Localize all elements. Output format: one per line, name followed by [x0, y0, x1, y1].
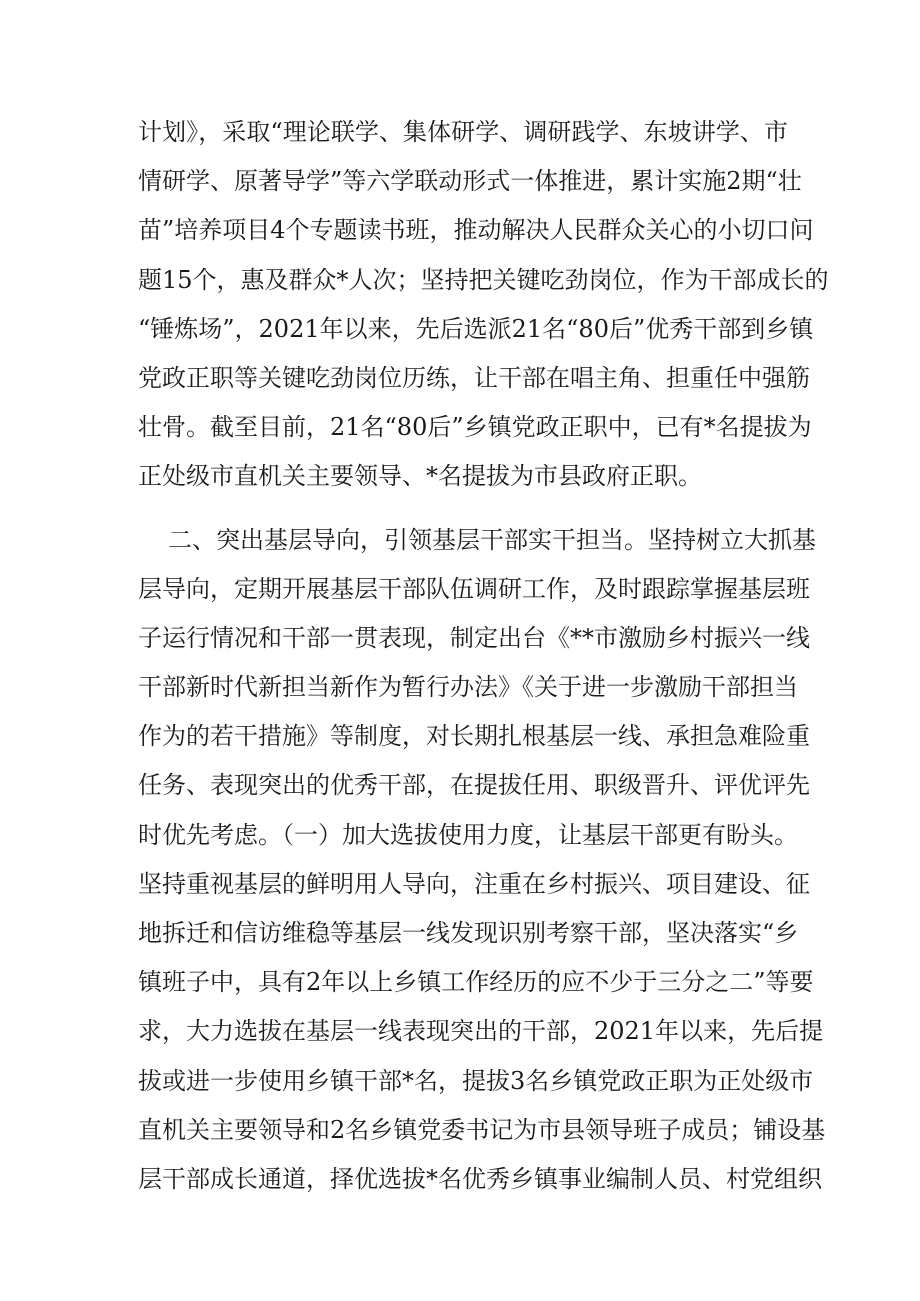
text-line: 计划》，采取“理论联学、集体研学、调研践学、东坡讲学、市	[138, 118, 788, 146]
text-line: 情研学、原著导学”等六学联动形式一体推进，累计实施2期“壮	[138, 167, 802, 196]
paragraph-2	[138, 516, 826, 1205]
text-line: 题15个，惠及群众*人次；坚持把关键吃劲岗位，作为干部成长的	[138, 265, 829, 294]
text-line: 子运行情况和干部一贯表现，制定出台《**市激励乡村振兴一线	[138, 623, 810, 652]
text-line: “锤炼场”，2021年以来，先后选派21名“80后”优秀干部到乡镇	[138, 314, 814, 343]
text-line: 镇班子中，具有2年以上乡镇工作经历的应不少于三分之二”等要	[138, 968, 814, 997]
text-line: 苗”培养项目4个专题读书班，推动解决人民群众关心的小切口问	[138, 216, 814, 245]
text-line: 坚持重视基层的鲜明用人导向，注重在乡村振兴、项目建设、征	[138, 869, 810, 898]
text-line: 求，大力选拔在基层一线表现突出的干部，2021年以来，先后提	[138, 1017, 824, 1046]
paragraph-1	[138, 108, 829, 502]
text-line: 任务、表现突出的优秀干部，在提拔任用、职级晋升、评优评先	[138, 771, 810, 800]
text-line: 干部新时代新担当新作为暂行办法》《关于进一步激励干部担当	[138, 673, 798, 702]
text-line: 地拆迁和信访维稳等基层一线发现识别考察干部，坚决落实“乡	[138, 919, 799, 947]
text-line: 正处级市直机关主要领导、*名提拔为市县政府正职。	[138, 462, 702, 491]
document-body	[138, 108, 829, 1204]
text-line: 拔或进一步使用乡镇干部*名，提拔3名乡镇党政正职为正处级市	[138, 1066, 814, 1095]
text-line: 二、突出基层导向，引领基层干部实干担当。坚持树立大抓基	[168, 525, 816, 554]
text-line: 层导向，定期开展基层干部队伍调研工作，及时跟踪掌握基层班	[138, 574, 810, 603]
text-line: 党政正职等关键吃劲岗位历练，让干部在唱主角、担重任中强筋	[138, 363, 810, 392]
text-line: 直机关主要领导和2名乡镇党委书记为市县领导班子成员；铺设基	[138, 1115, 826, 1144]
text-line: 壮骨。截至目前，21名“80后”乡镇党政正职中，已有*名提拔为	[138, 413, 812, 442]
text-line: 作为的若干措施》等制度，对长期扎根基层一线、承担急难险重	[138, 722, 810, 751]
text-line: 层干部成长通道，择优选拔*名优秀乡镇事业编制人员、村党组织	[138, 1164, 822, 1193]
paragraph-gap	[138, 502, 788, 516]
text-line: 时优先考虑。（一）加大选拔使用力度，让基层干部更有盼头。	[138, 820, 798, 849]
